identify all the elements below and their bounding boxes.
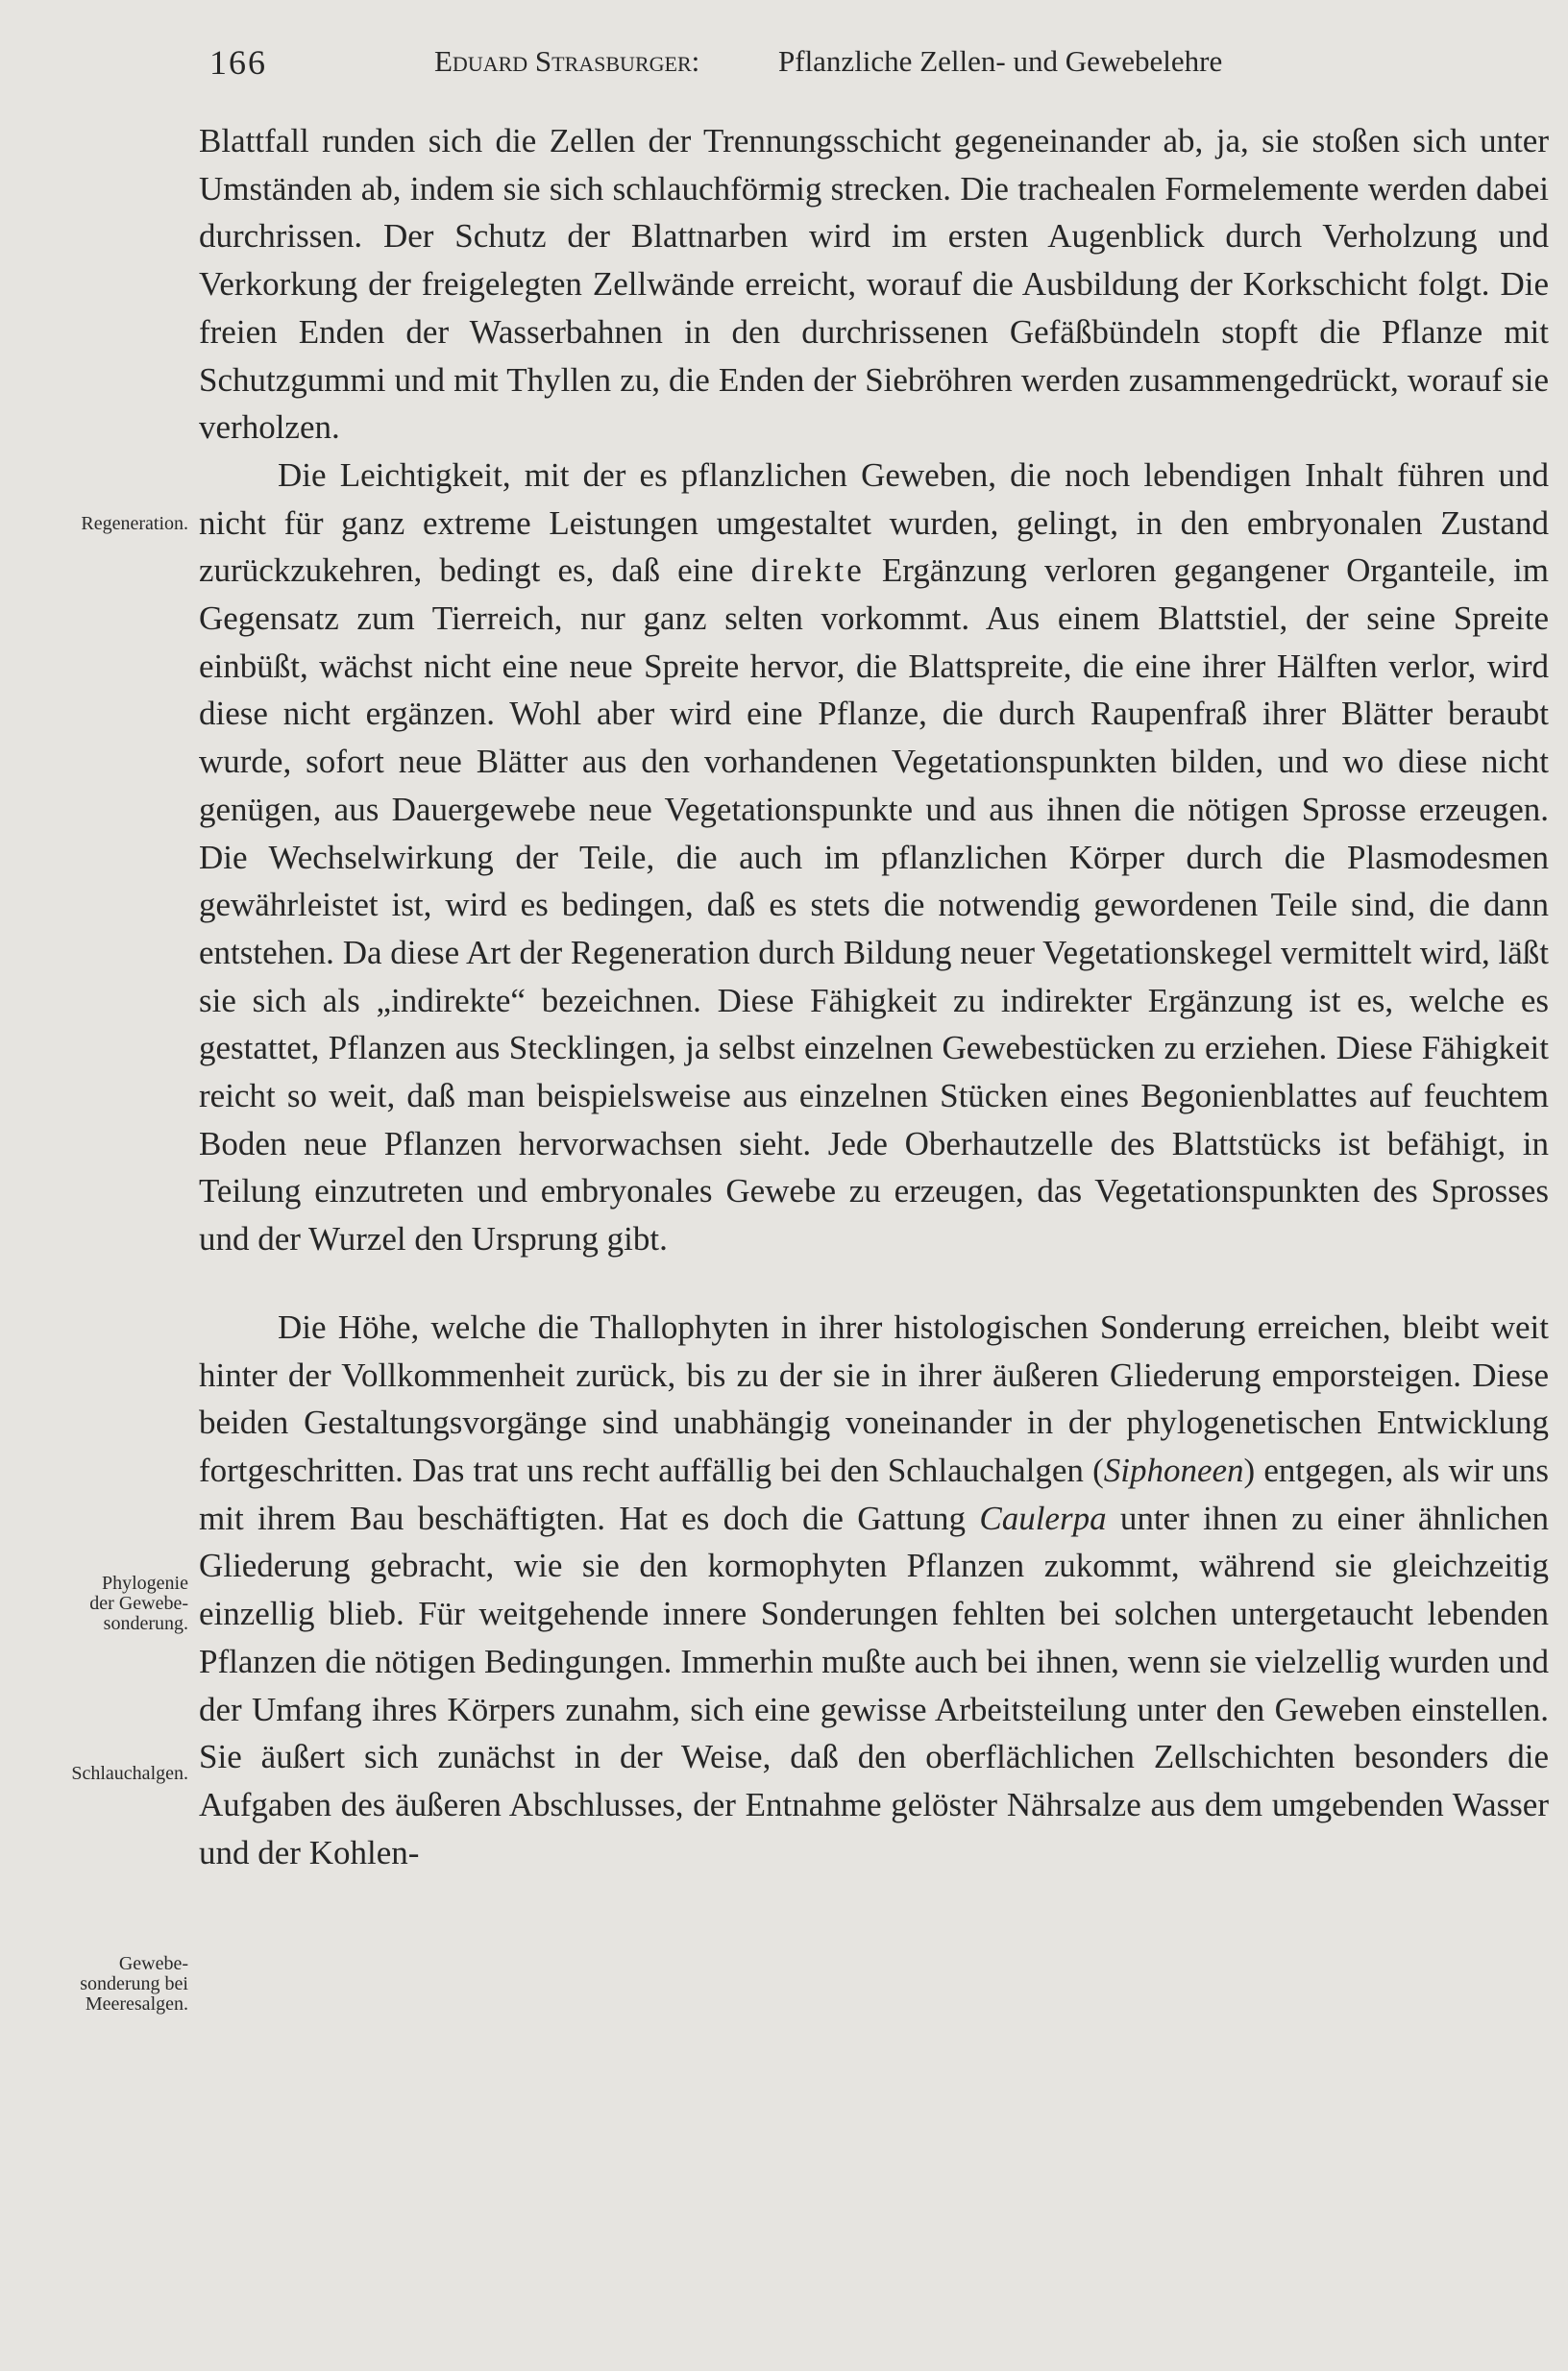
page-number: 166 xyxy=(209,43,267,82)
spaced-word: direkte xyxy=(750,551,865,590)
header-author: Eduard Strasburger: xyxy=(434,44,700,78)
margin-note-regeneration: Regeneration. xyxy=(81,513,188,534)
paragraph-gap xyxy=(199,1263,1549,1304)
italic-caulerpa: Caulerpa xyxy=(979,1499,1107,1537)
italic-siphoneen: Siphoneen xyxy=(1103,1451,1244,1489)
paragraph-blattfall: Blattfall runden sich die Zellen der Trennungsschicht gegeneinander ab, ja, sie stoßen sich unter Umständen ab, indem sie sich schlauchförmig strecken. Die trachealen Formelemente werden dabei durchrissen. Der Schutz der Blattnarben wird im ersten Augenblick durch Verholzung und Verkorkung der freigelegten Zellwände erreicht, worauf die Ausbildung der Korkschicht folgt. Die freien Enden der Wasserbahnen in den durchrissenen Gefäßbündeln stopft die Pflanze mit Schutzgummi und mit Thyllen zu, die Enden der Siebröhren werden zusammengedrückt, worauf sie verholzen. xyxy=(199,122,1549,447)
margin-note-schlauchalgen: Schlauchalgen. xyxy=(71,1763,188,1784)
paragraph-thallophyten: Die Höhe, welche die Thallophyten in ihrer histologischen Sonderung erreichen, bleibt weit hinter der Vollkommenheit zurück, bis zu der sie in ihrer äußeren Gliederung emporsteigen. Diese beiden Gestaltungsvorgänge sind unabhängig voneinander in der phylogenetischen Entwicklung fortgeschritten. Das trat uns recht auffällig bei den Schlauchalgen (Siphoneen) entgegen, als wir uns mit ihrem Bau beschäftigten. Hat es doch die Gattung Caulerpa unter ihnen zu einer ähnlichen Gliederung gebracht, wie sie den kormophyten Pflanzen zukommt, während sie gleichzeitig einzellig blieb. Für weitgehende innere Sonderungen fehlten bei solchen untergetaucht lebenden Pflanzen die nötigen Bedingungen. Immerhin mußte auch bei ihnen, wenn sie vielzellig wurden und der Umfang ihres Körpers zunahm, sich eine gewisse Arbeitsteilung unter den Geweben einstellen. Sie äußert sich zunächst in der Weise, daß den oberflächlichen Zellschichten besonders die Aufgaben des äußeren Abschlusses, der Entnahme gelöster Nährsalze aus dem umgebenden Wasser und der Kohlen- xyxy=(199,1308,1549,1871)
margin-note-phylogenie: Phylogenie der Gewebe- sonderung. xyxy=(89,1573,188,1634)
body-text xyxy=(199,117,1549,1876)
margin-note-gewebesonderung: Gewebe- sonderung bei Meeresalgen. xyxy=(80,1953,188,2015)
running-header xyxy=(0,42,1568,81)
header-title: Pflanzliche Zellen- und Gewebelehre xyxy=(778,44,1223,78)
paragraph-regeneration: Die Leichtigkeit, mit der es pflanzlichen Geweben, die noch lebendigen Inhalt führen und nicht für ganz extreme Leistungen umgestaltet wurden, gelingt, in den embryonalen Zustand zurückzukehren, bedingt es, daß eine direkte Ergänzung verloren gegangener Organteile, im Gegensatz zum Tierreich, nur ganz selten vorkommt. Aus einem Blattstiel, der seine Spreite einbüßt, wächst nicht eine neue Spreite hervor, die Blattspreite, die eine ihrer Hälften verlor, wird diese nicht ergänzen. Wohl aber wird eine Pflanze, die durch Raupenfraß ihrer Blätter beraubt wurde, sofort neue Blätter aus den vorhandenen Vegetationspunkten bilden, und wo diese nicht genügen, aus Dauergewebe neue Vegetationspunkte und aus ihnen die nötigen Sprosse erzeugen. Die Wechselwirkung der Teile, die auch im pflanzlichen Körper durch die Plasmodesmen gewährleistet ist, wird es bedingen, daß es stets die notwendig gewordenen Teile sind, die dann entstehen. Da diese Art der Regeneration durch Bildung neuer Vegetationskegel vermittelt wird, läßt sie sich als „indirekte“ bezeichnen. Diese Fähigkeit zu indirekter Ergänzung ist es, welche es gestattet, Pflanzen aus Stecklingen, ja selbst einzelnen Gewebestücken zu erziehen. Diese Fähigkeit reicht so weit, daß man beispielsweise aus einzelnen Stücken eines Begonienblattes auf feuchtem Boden neue Pflanzen hervorwachsen sieht. Jede Oberhautzelle des Blattstücks ist befähigt, in Teilung einzutreten und embryonales Gewebe zu erzeugen, das Vegetationspunkten des Sprosses und der Wurzel den Ursprung gibt. xyxy=(199,455,1549,1259)
